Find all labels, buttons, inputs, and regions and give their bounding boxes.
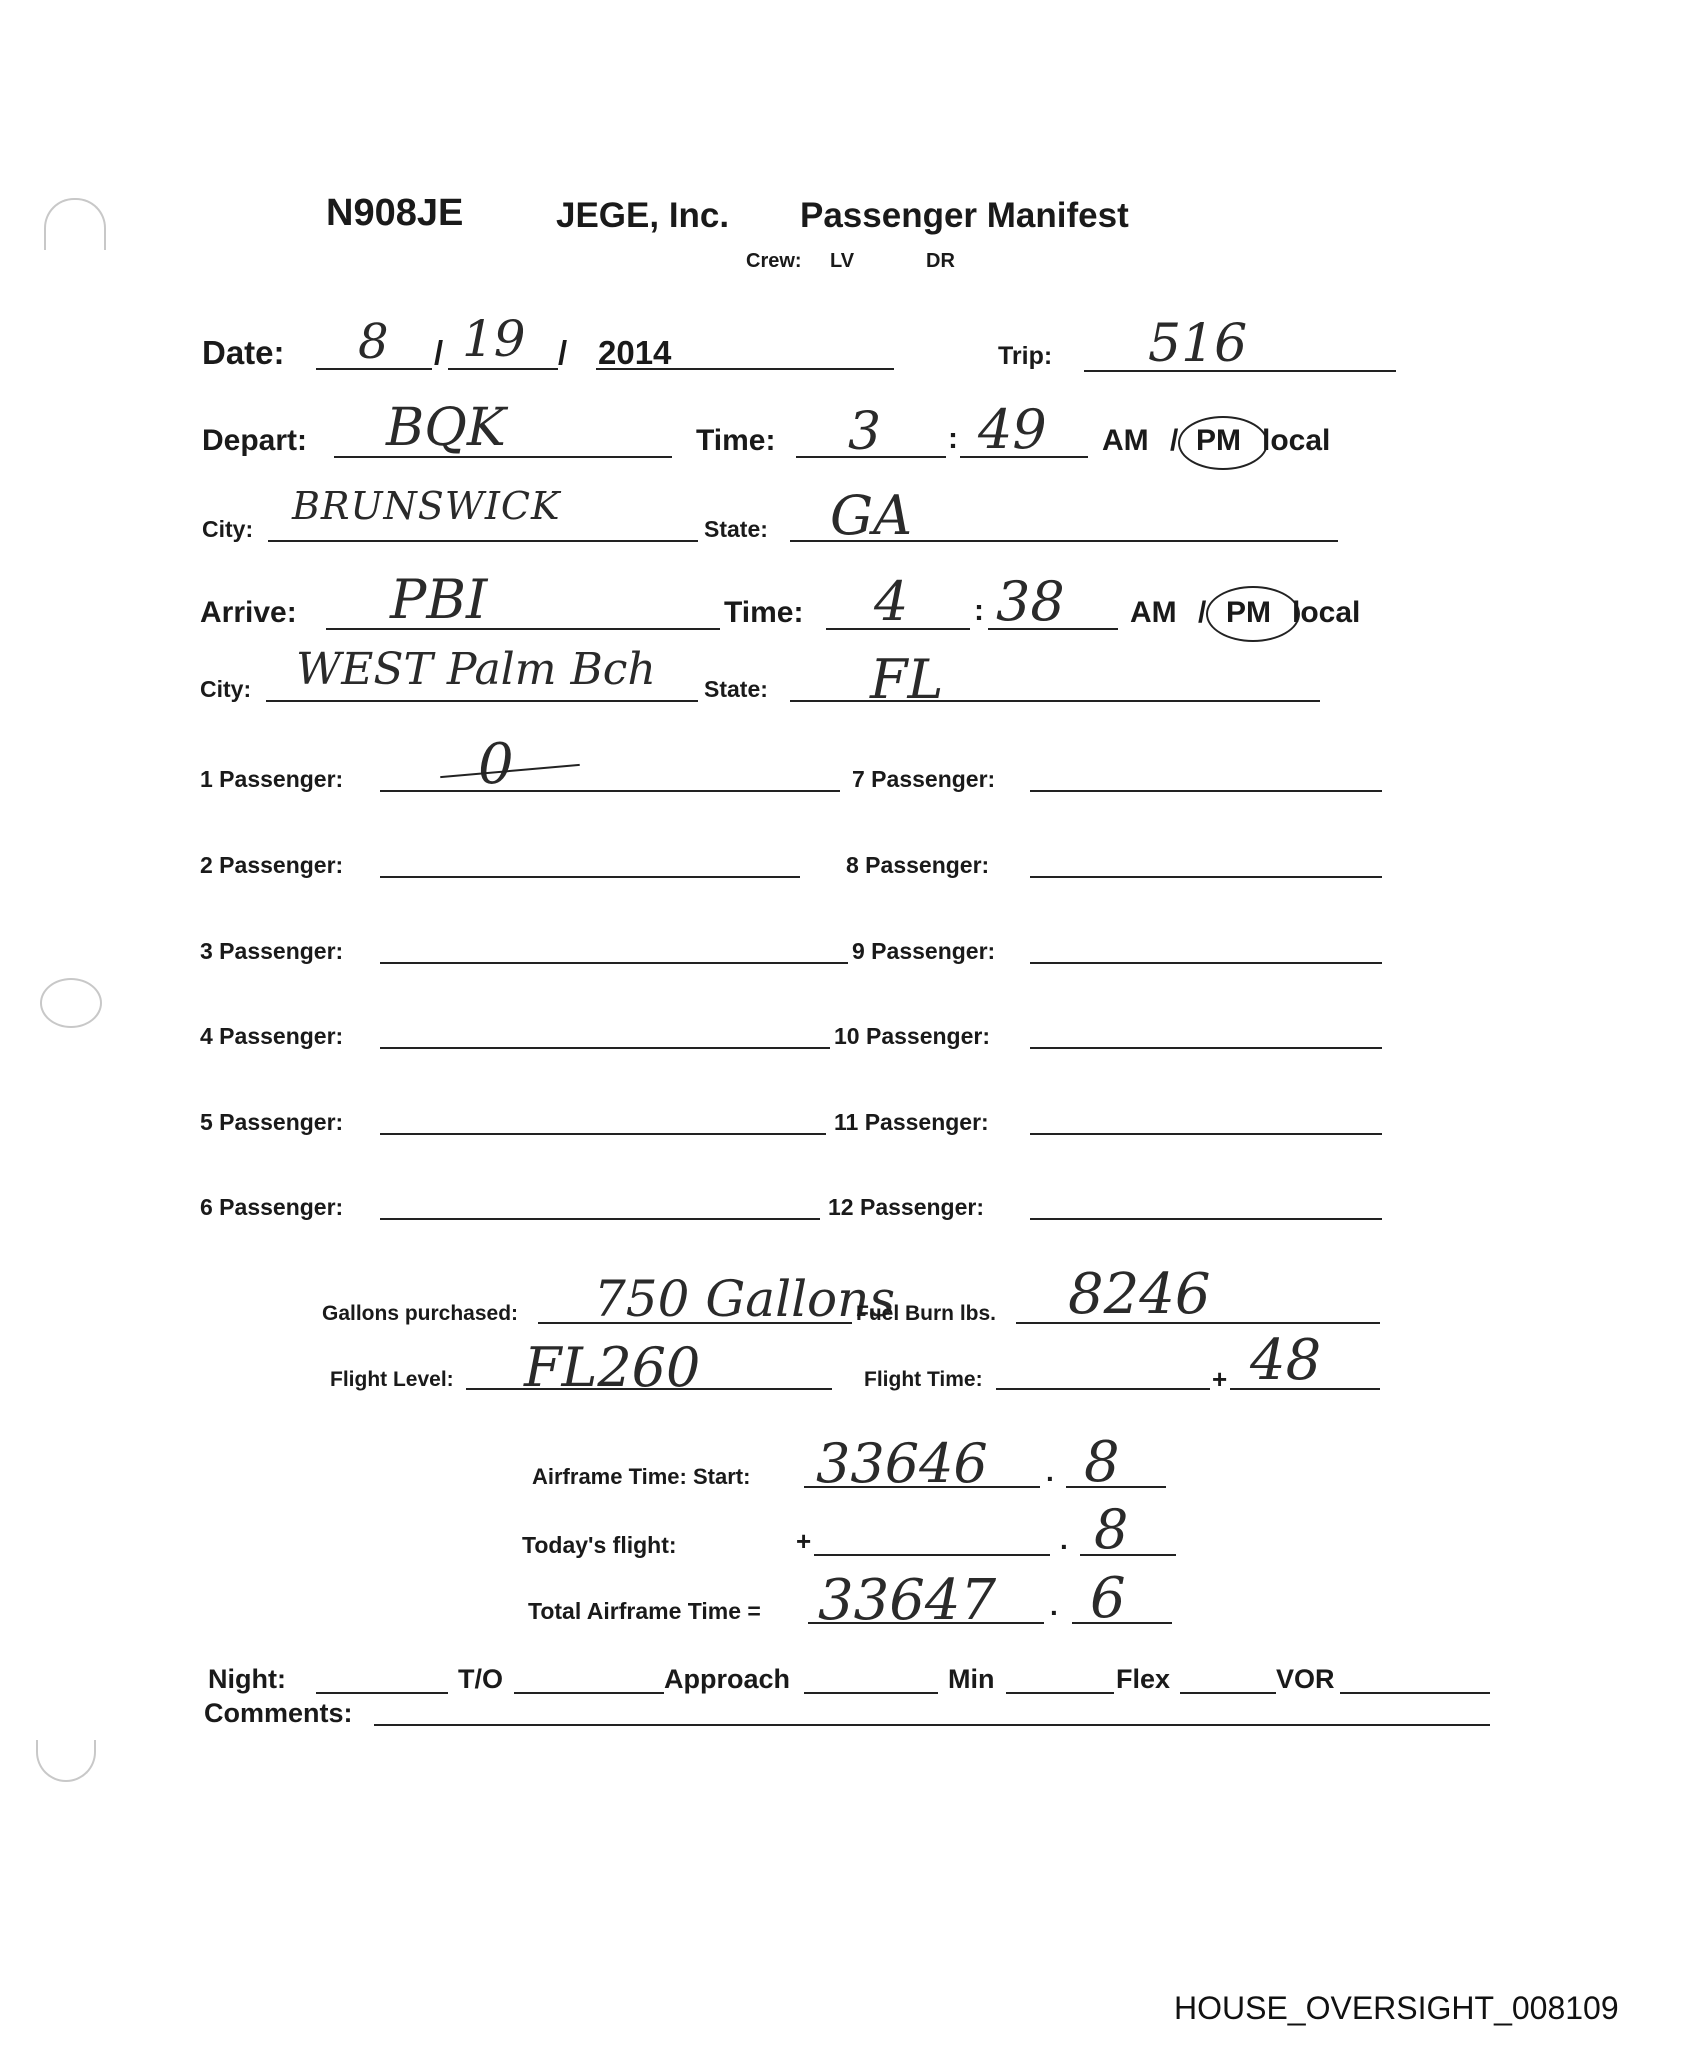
airframe-start-dot: . (1046, 1456, 1054, 1487)
arrive-am: AM (1130, 596, 1177, 629)
arrive-pm-circle (1206, 586, 1300, 642)
arrive-city-label: City: (200, 676, 252, 702)
fuel-burn-value: 8246 (1068, 1262, 1211, 1327)
flight-time-plus: + (1212, 1364, 1228, 1394)
arrive-minute: 38 (996, 570, 1065, 633)
total-airframe-int: 33647 (818, 1568, 997, 1633)
depart-hour: 3 (848, 402, 882, 462)
airframe-start-int: 33646 (816, 1432, 988, 1495)
comments-label: Comments: (204, 1698, 353, 1728)
arrive-sep: / (1198, 596, 1207, 629)
depart-am: AM (1102, 424, 1149, 457)
arrive-state: FL (870, 648, 944, 711)
passenger-label: 12 Passenger: (828, 1194, 984, 1220)
total-airframe-dec: 6 (1090, 1566, 1126, 1631)
to-label: T/O (458, 1664, 503, 1694)
binder-hole-top (44, 198, 106, 250)
arrive-line (326, 628, 720, 630)
trip-label: Trip: (998, 342, 1053, 370)
flight-time-value: 48 (1250, 1328, 1322, 1393)
passenger-label: 7 Passenger: (852, 766, 996, 792)
flex-label: Flex (1116, 1664, 1171, 1694)
gallons-value: 750 Gallons (594, 1270, 896, 1328)
passenger-line (1030, 1047, 1382, 1049)
to-line (514, 1692, 664, 1694)
depart-colon: : (948, 422, 958, 455)
date-year-line (596, 368, 894, 370)
passenger-line (1030, 1133, 1382, 1135)
depart-city-label: City: (202, 516, 254, 542)
date-month: 8 (358, 314, 389, 370)
depart-time-label: Time: (696, 424, 776, 457)
depart-pm: PM (1196, 424, 1241, 457)
crew-1: LV (830, 250, 855, 272)
passenger-line (380, 1218, 820, 1220)
binder-hole-bottom (36, 1740, 96, 1782)
arrive-time-label: Time: (724, 596, 804, 629)
arrive-pm: PM (1226, 596, 1271, 629)
today-flight-plus: + (796, 1526, 812, 1556)
passenger-line (380, 1047, 830, 1049)
crew-label: Crew: (746, 250, 802, 272)
passenger-line (380, 1133, 826, 1135)
passenger-label: 6 Passenger: (200, 1194, 344, 1220)
min-line (1006, 1692, 1114, 1694)
passenger-label: 8 Passenger: (846, 852, 990, 878)
night-line (316, 1692, 448, 1694)
depart-city-value: BRUNSWICK (292, 484, 561, 528)
arrive-value: PBI (390, 568, 488, 631)
passenger-label: 4 Passenger: (200, 1023, 344, 1049)
passenger-label: 2 Passenger: (200, 852, 344, 878)
date-label: Date: (202, 334, 285, 371)
flight-level-value: FL260 (524, 1336, 701, 1399)
passenger-1-value: 0 (478, 732, 514, 797)
passenger-line (380, 876, 800, 878)
arrive-city-value: WEST Palm Bch (296, 644, 656, 695)
date-day-line (448, 368, 558, 370)
date-slash-1: / (434, 334, 444, 371)
flight-time-line (996, 1388, 1210, 1390)
depart-state-label: State: (704, 516, 768, 542)
date-year: 2014 (598, 334, 672, 371)
date-slash-2: / (558, 334, 568, 371)
page-title: Passenger Manifest (800, 196, 1129, 235)
trip-value: 516 (1148, 314, 1248, 374)
today-flight-label: Today's flight: (522, 1532, 677, 1558)
approach-line (804, 1692, 938, 1694)
vor-label: VOR (1276, 1664, 1335, 1694)
vor-line (1340, 1692, 1490, 1694)
gallons-label: Gallons purchased: (322, 1302, 519, 1325)
passenger-label: 5 Passenger: (200, 1109, 344, 1135)
passenger-line (1030, 1218, 1382, 1220)
passenger-label: 3 Passenger: (200, 938, 344, 964)
arrive-city-line (266, 700, 698, 702)
depart-minute: 49 (978, 398, 1047, 461)
passenger-line (1030, 790, 1382, 792)
passenger-line (380, 962, 848, 964)
today-flight-dec: 8 (1094, 1498, 1129, 1561)
passenger-label: 1 Passenger: (200, 766, 344, 792)
arrive-colon: : (974, 594, 984, 627)
depart-state: GA (830, 484, 913, 547)
company-name: JEGE, Inc. (556, 196, 730, 235)
airframe-start-label: Airframe Time: Start: (532, 1464, 751, 1489)
crew-2: DR (926, 250, 955, 272)
arrive-label: Arrive: (200, 596, 297, 629)
total-airframe-label: Total Airframe Time = (528, 1598, 761, 1624)
date-day: 19 (462, 310, 526, 368)
passenger-line (1030, 962, 1382, 964)
passenger-line (380, 790, 840, 792)
total-airframe-dot: . (1050, 1590, 1058, 1621)
comments-line (374, 1724, 1490, 1726)
airframe-start-dec: 8 (1084, 1430, 1120, 1495)
passenger-label: 11 Passenger: (834, 1109, 989, 1135)
depart-pm-circle (1178, 416, 1268, 470)
night-label: Night: (208, 1664, 286, 1694)
bates-stamp: HOUSE_OVERSIGHT_008109 (1174, 1990, 1619, 2026)
depart-city-line (268, 540, 698, 542)
tail-number: N908JE (326, 192, 464, 234)
flex-line (1180, 1692, 1276, 1694)
arrive-hour: 4 (874, 570, 909, 633)
passenger-line (1030, 876, 1382, 878)
binder-hole-middle (40, 978, 102, 1028)
arrive-local: local (1292, 596, 1361, 629)
today-flight-dot: . (1060, 1524, 1068, 1555)
flight-level-label: Flight Level: (330, 1368, 454, 1391)
min-label: Min (948, 1664, 995, 1694)
depart-local: local (1262, 424, 1331, 457)
depart-label: Depart: (202, 424, 308, 457)
today-flight-line (814, 1554, 1050, 1556)
depart-sep: / (1170, 424, 1179, 457)
approach-label: Approach (664, 1664, 791, 1694)
depart-value: BQK (386, 398, 506, 458)
arrive-state-label: State: (704, 676, 768, 702)
fuel-burn-label: Fuel Burn lbs. (856, 1302, 997, 1325)
passenger-label: 10 Passenger: (834, 1023, 990, 1049)
flight-time-label: Flight Time: (864, 1368, 983, 1391)
passenger-label: 9 Passenger: (852, 938, 996, 964)
